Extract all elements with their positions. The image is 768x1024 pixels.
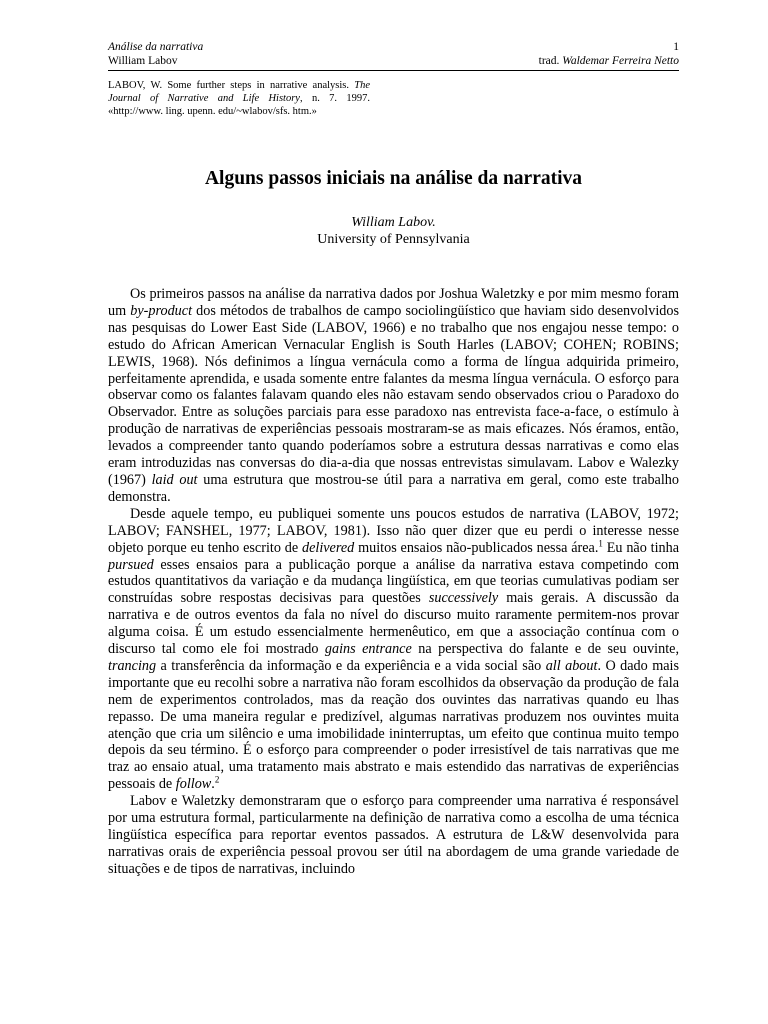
running-header	[108, 40, 679, 71]
journal-name: The Journal of Narrative and Life History	[108, 80, 370, 104]
article-body	[108, 286, 679, 878]
header-translator	[539, 54, 679, 68]
footnote-marker-2[interactable]: 2	[214, 774, 220, 785]
footnote-marker-1[interactable]: 1	[598, 537, 603, 548]
paragraph-1: Os primeiros passos na análise da narrativa dados por Joshua Waletzky e por mim mesmo foram um by-product dos métodos de trabalhos de campo sociolingüístico que haviam sido desenvolvidos nas pesquisas do Lower East Side (LABOV, 1966) e no trabalho que nos engajou nesse tempo: o estudo do African American Vernacular English is South Harles (LABOV; COHEN; ROBINS; LEWIS, 1968). Nós definimos a língua vernácula como a forma de língua adquirida primeiro, perfeitamente aprendida, e usada somente entre falantes da mesma língua vernácula. O esforço para observar como os falantes falavam quando eles não estavam sendo observados criou o Paradoxo do Observador. Entre as soluções parciais para esse paradoxo nas entrevista face-a-face, o estímulo à produção de narrativas de experiências pessoais mostraram-se as mais eficazes. Nós éramos, então, levados a compreender tanto quando poderíamos sobre a estrutura dessas narrativas e como elas eram introduzidas nas conversas do dia-a-dia que nossas entrevistas simulavam. Labov e Walezky (1967) laid out uma estrutura que mostrou-se útil para a narrativa em geral, como este trabalho demonstra.	[108, 286, 679, 505]
document-page	[108, 40, 679, 878]
author-name: William Labov.	[351, 215, 436, 230]
article-title: Alguns passos iniciais na análise da narrativa	[204, 168, 583, 189]
source-reference: LABOV, W. Some further steps in narrative analysis. The Journal of Narrative and Life History, n. 7. 1997. «http://www. ling. upenn. edu/~wlabov/sfs. htm.»	[108, 80, 370, 117]
page-number: 1	[673, 41, 679, 53]
translator-name: Waldemar Ferreira Netto	[562, 55, 679, 67]
author-affiliation: University of Pennsylvania	[317, 232, 470, 247]
header-author: William Labov	[108, 55, 178, 67]
paragraph-3: Labov e Waletzky demonstraram que o esforço para compreender uma narrativa é responsável por uma estrutura formal, particularmente na definição de narrativa como a escolha de uma técnica lingüística específica para reportar eventos passados. A estrutura de L&W desenvolvida para narrativas orais de experiência pessoal provou ser útil na abordagem de uma grande variedade de situações e de tipos de narrativas, incluindo	[108, 793, 679, 877]
translator-prefix: trad.	[538, 55, 563, 67]
header-rule	[108, 70, 679, 71]
paragraph-2: Desde aquele tempo, eu publiquei somente uns poucos estudos de narrativa (LABOV, 1972; LABOV; FANSHEL, 1977; LABOV, 1981). Isso não quer dizer que eu perdi o interesse nesse objeto porque eu tenho escrito de delivered muitos ensaios não-publicados nessa área.$^1$ Eu não tinha pursued esses ensaios para a publicação porque a análise da narrativa estava competindo com estudos quantitativos da variação e da mudança lingüística, em que teorias cumulativas podiam ser construídas sobre respostas decisivas para questões successively mais gerais. A discussão da narrativa e de outros eventos da fala no nível do discurso muito raramente permitem-nos provar alguma coisa. É um estudo essencialmente hermenêutico, em que a associação contínua com o discurso tal como ele foi mostrado gains entrance na perspectiva do falante e de seu ouvinte, trancing a transferência da informação e da experiência e a vida social são all about. O dado mais importante que eu recolhi sobre a narrativa não foram escolhidos da observação da produção de fala nem de experimentos controlados, mas da reação dos ouvintes das narrativas quando eu lhas repasso. De uma maneira regular e predizível, algumas narrativas produzem nos ouvintes muita atenção que cria um silêncio e uma imobilidade ininterruptas, um efeito que continua muito tempo depois da seu término. É o esforço para compreender o poder irresistível de tais narrativas que me traz ao ensaio atual, uma tratamento mais abstrato e mais estendido das narrativas de experiências pessoais de follow.$^2$	[108, 505, 680, 793]
header-doc-title: Análise da narrativa	[108, 41, 204, 53]
